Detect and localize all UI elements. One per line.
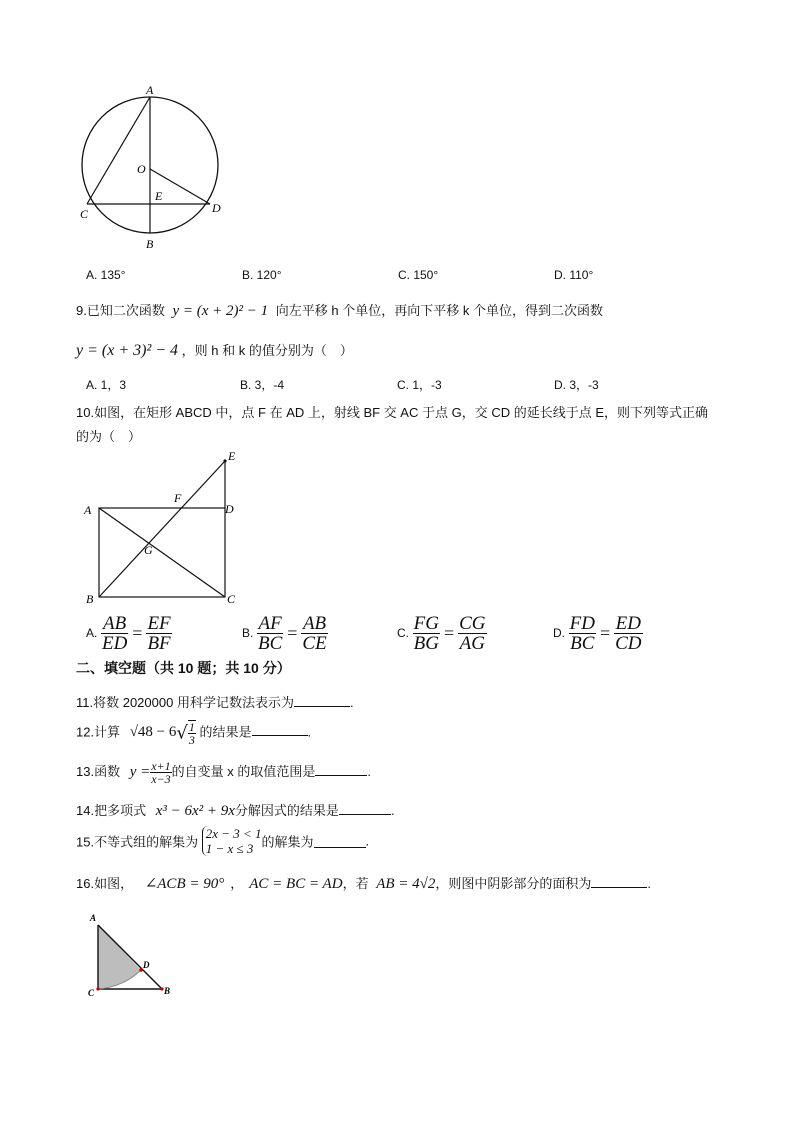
q12-fraction: $\frac{1}{3}$ [188,720,195,747]
label-g: G [144,543,153,557]
section-heading: 二、填空题（共 10 题；共 10 分） [76,660,291,676]
q16-ab: AB = 4√2 [376,876,436,892]
q16-angle: ∠ACB = 90° [144,876,225,892]
fraction-left: $\frac{AF}{BC}$ [257,613,283,654]
fraction-left: $\frac{FG}{BG}$ [413,613,439,654]
q8-option-c: C. 150° [398,268,439,282]
q9-option-b: B. 3，-4 [240,378,285,392]
answer-blank[interactable] [314,835,366,848]
q11 [76,692,354,711]
answer-blank[interactable] [339,802,391,815]
q9-suffix: ，则 h 和 k 的值分别为（ ） [181,343,353,358]
q14 [76,800,395,820]
ray-be [99,461,225,597]
q9-option-c: C. 1，-3 [397,378,442,392]
label-a: A [84,503,92,517]
q12-prefix: 12.计算 [76,724,121,740]
shaded-region [98,925,141,989]
q16-suffix: ，则图中阴影部分的面积为 [435,876,592,891]
fraction-right: $\frac{AB}{CE}$ [302,613,327,654]
figure-shaded-triangle [84,912,184,1002]
figure-rectangle [80,446,250,608]
q12-formula: √48 − 6 [129,724,177,741]
q8-option-d: D. 110° [554,268,594,282]
q8-option-a: A. 135° [86,268,126,282]
q15 [76,826,369,856]
q16 [76,873,651,893]
q10-option-a: A. $\frac{AB}{ED}$ = $\frac{EF}{BF}$ [86,613,171,654]
q11-text: 11.将数 2020000 用科学记数法表示为 [76,695,294,710]
label-b: B [86,592,94,606]
q16-end: . [647,876,652,891]
q15-end: . [365,833,370,849]
q15-prefix: 15.不等式组的解集为 [76,834,199,850]
label-d: D [143,960,150,970]
fraction-right: $\frac{ED}{CD}$ [615,613,642,654]
q13-suffix: 的自变量 x 的取值范围是 [171,763,316,779]
q10-line1: 10.如图，在矩形 ABCD 中，点 F 在 AD 上，射线 BF 交 AC 于点 G，交 CD 的延长线于点 E，则下列等式正确 [76,405,708,420]
q15-suffix: 的解集为 [261,834,314,850]
answer-blank[interactable] [591,875,647,888]
q9-formula2: y = (x + 3)² − 4 [76,342,179,359]
q9-line1 [76,300,603,320]
label-a: A [146,83,154,97]
answer-blank[interactable] [252,723,308,736]
q14-suffix: 分解因式的结果是 [234,803,339,818]
q10-option-d: D. $\frac{FD}{BC}$ = $\frac{ED}{CD}$ [553,613,642,654]
q11-end: . [349,695,354,710]
label-d: D [212,201,221,215]
q12-suffix: 的结果是 [199,724,252,740]
label-c: C [227,592,236,606]
diagonal-ac [99,508,225,597]
q9-prefix: 9.已知二次函数 [76,303,165,318]
option-label: C. [397,625,409,640]
label-b: B [146,237,154,251]
label-b: B [164,986,171,996]
fraction-left: $\frac{AB}{ED}$ [101,613,128,654]
q12-end: . [307,724,312,740]
label-a: A [90,913,97,923]
label-e: E [228,449,236,463]
label-d: D [225,502,234,516]
option-label: D. [553,625,565,640]
q10-option-c: C. $\frac{FG}{BG}$ = $\frac{CG}{AG}$ [397,613,486,654]
q16-if: ，若 [342,876,369,891]
q16-equality: AC = BC = AD [249,876,343,892]
q9-option-d: D. 3，-3 [554,378,599,392]
label-f: F [174,491,182,505]
fraction-right: $\frac{CG}{AG}$ [459,613,486,654]
q14-formula: x³ − 6x² + 9x [155,803,235,819]
option-label: A. [86,625,98,640]
q9-option-a: A. 1，3 [86,378,127,392]
q13-fraction: $\frac{x+1}{x-3}$ [151,759,171,786]
q10-line2: 的为（ ） [76,429,142,444]
figure-circle [74,82,234,254]
q12 [76,720,311,746]
q8-option-b: B. 120° [242,268,282,282]
q16-sep: ， [230,876,244,891]
q15-system: 2x − 3 < 1 1 − x ≤ 3 [202,826,262,856]
label-c: C [80,207,89,221]
q13-prefix: 13.函数 [76,763,121,779]
fraction-left: $\frac{FD}{BC}$ [569,613,595,654]
label-o: O [137,162,146,176]
answer-blank[interactable] [294,694,350,707]
q9-middle: 向左平移 h 个单位，再向下平移 k 个单位，得到二次函数 [275,303,603,318]
label-c: C [88,988,95,998]
answer-blank[interactable] [315,763,367,776]
q14-end: . [390,803,395,818]
q16-prefix: 16.如图， [76,876,134,891]
q9-formula1: y = (x + 2)² − 1 [172,303,269,319]
q13-end: . [367,763,372,779]
q13 [76,760,371,785]
q10-option-b: B. $\frac{AF}{BC}$ = $\frac{AB}{CE}$ [242,613,327,654]
segment-ac [87,97,150,204]
q14-prefix: 14.把多项式 [76,803,147,818]
q12-sqrt-frac: √ [176,722,188,744]
label-e: E [155,189,163,203]
option-label: B. [242,625,254,640]
q13-y: y = [129,763,151,780]
fraction-right: $\frac{EF}{BF}$ [147,613,171,654]
q9-line2 [76,340,353,360]
